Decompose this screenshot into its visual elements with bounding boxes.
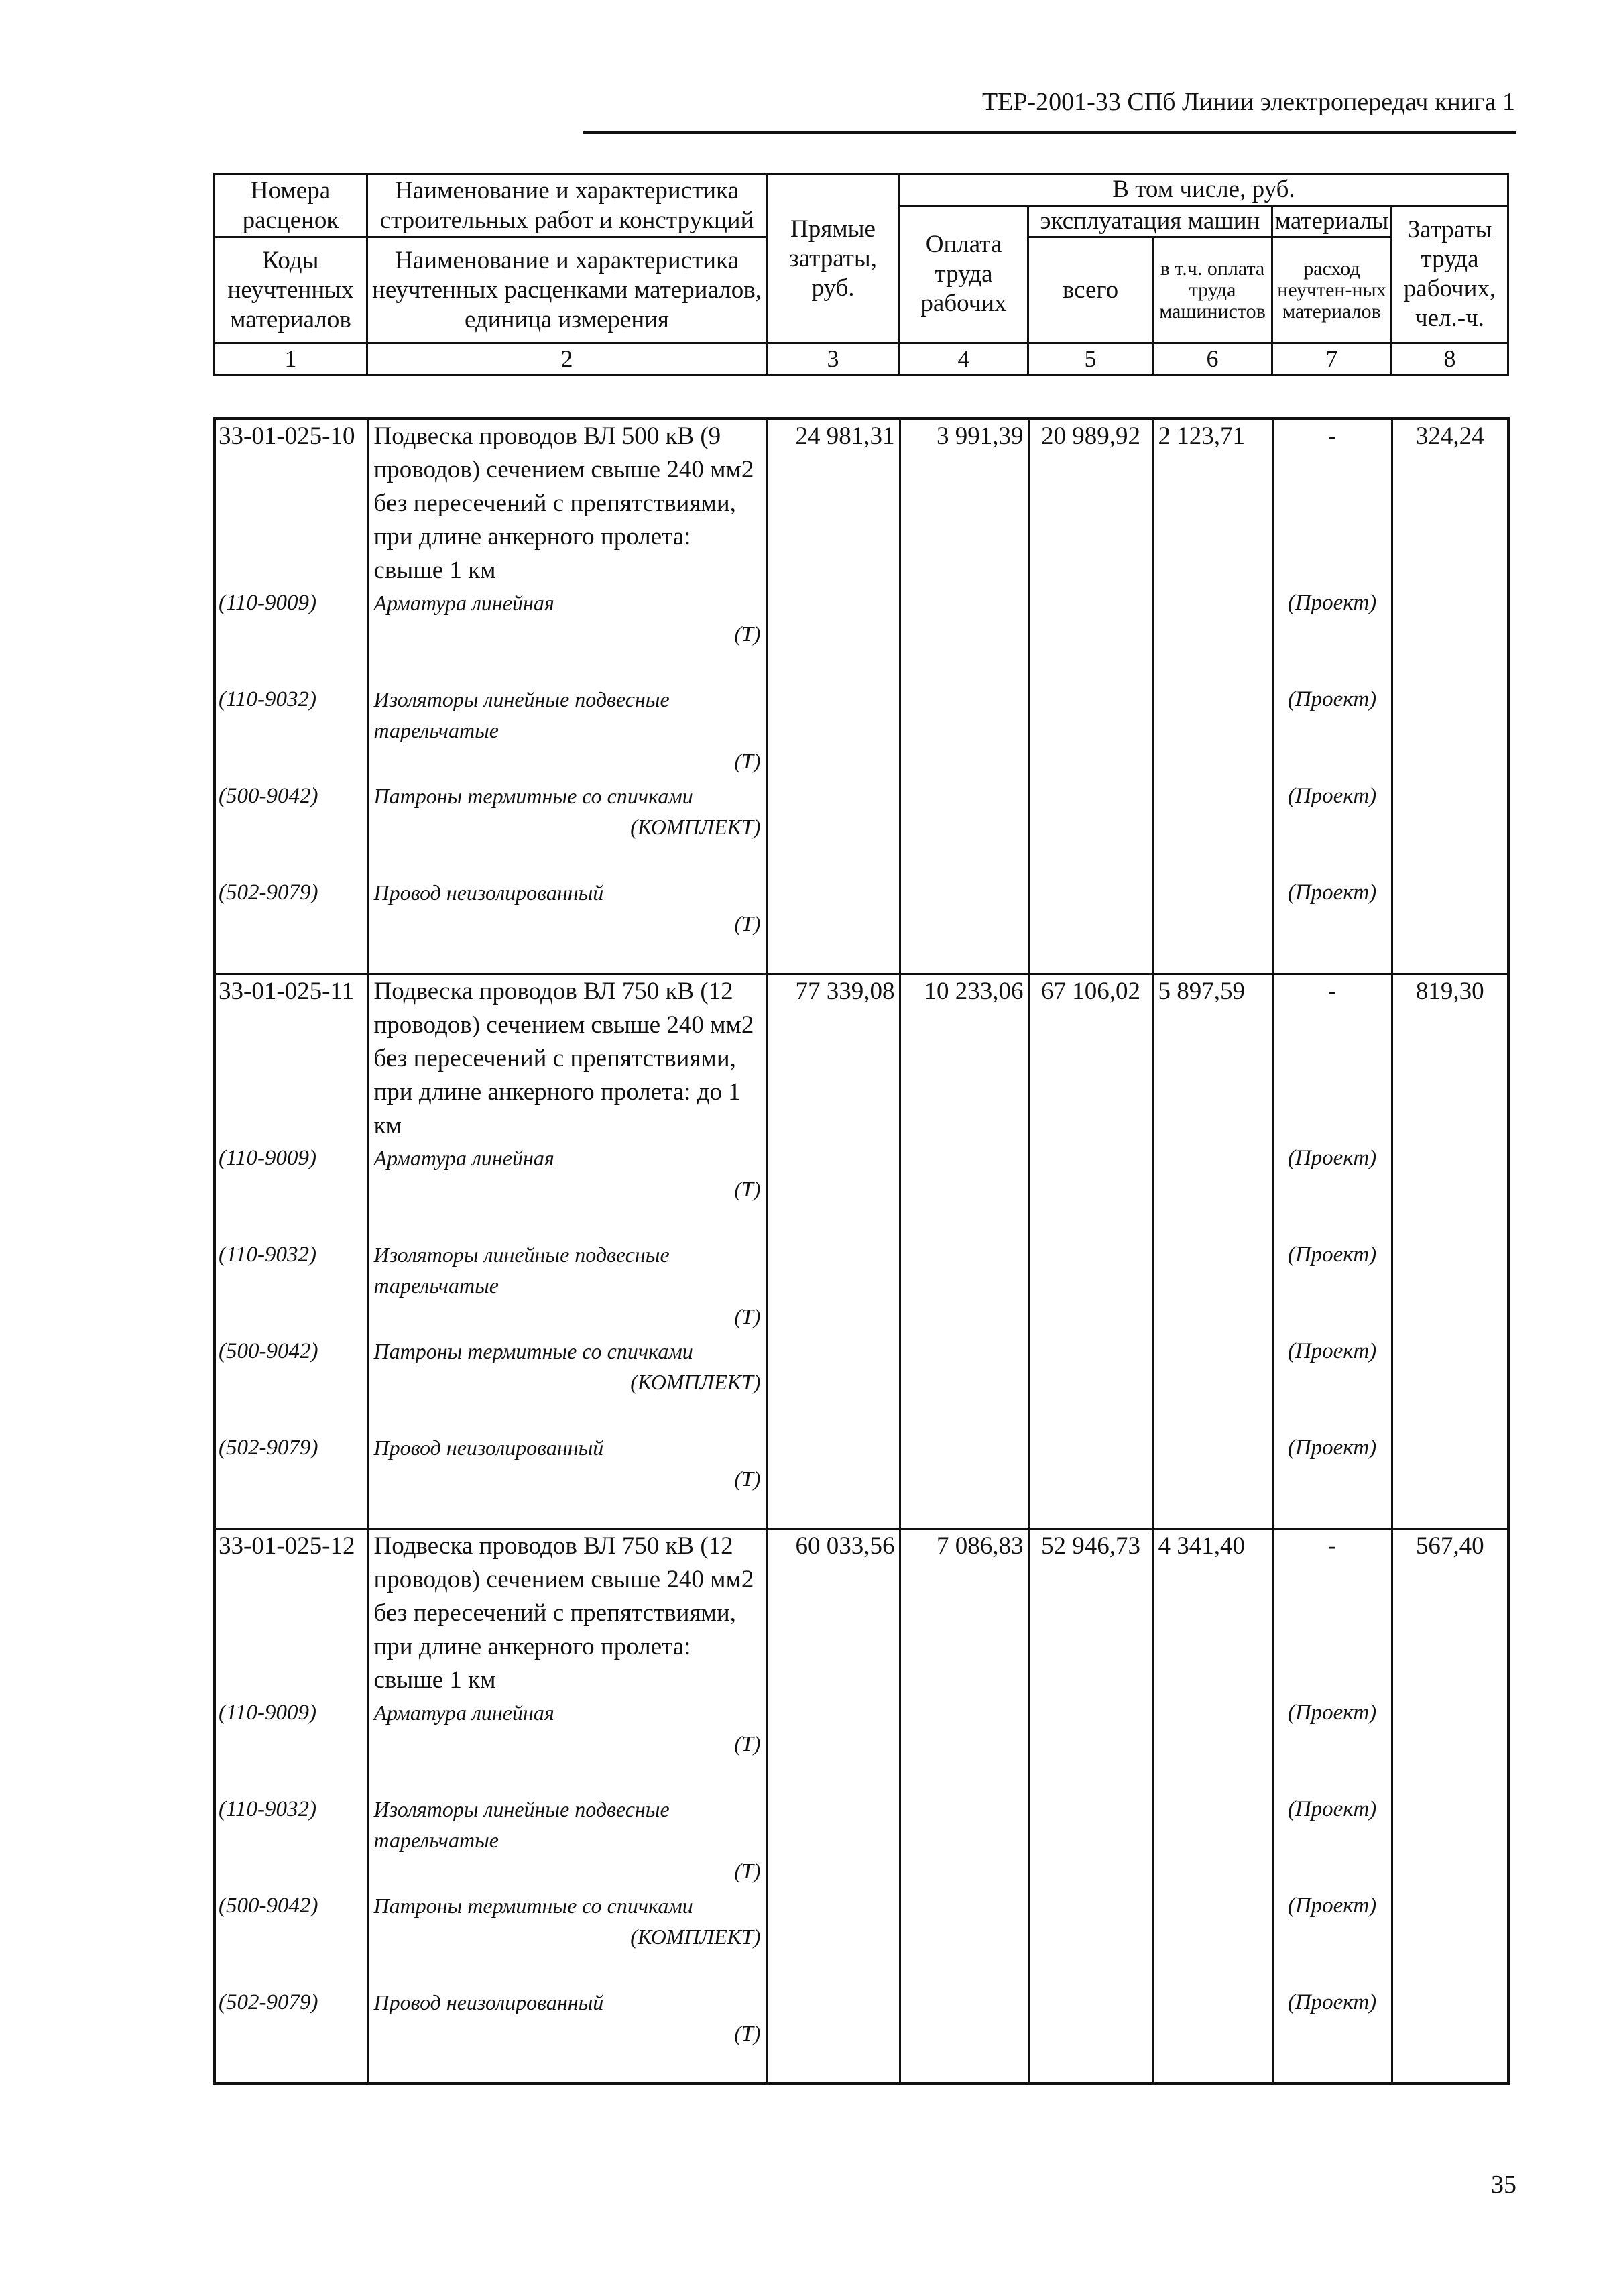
empty-cell — [767, 587, 900, 684]
material-value: (Проект) — [1272, 1432, 1392, 1529]
material-value: (Проект) — [1272, 781, 1392, 877]
machines-labor: 4 341,40 — [1153, 1529, 1272, 1698]
materials-consumption: - — [1272, 418, 1392, 587]
material-value: (Проект) — [1272, 1697, 1392, 1794]
empty-cell — [1028, 1432, 1153, 1529]
header-col1-bottom: Коды неучтенных материалов — [215, 237, 367, 343]
header-col6: в т.ч. оплата труда машинистов — [1153, 237, 1272, 343]
empty-cell — [1153, 1432, 1272, 1529]
labor-hours: 324,24 — [1392, 418, 1508, 587]
empty-cell — [1153, 1143, 1272, 1239]
empty-cell — [1153, 1890, 1272, 1987]
rates-table — [213, 417, 1510, 2085]
material-code: (110-9032) — [215, 1239, 367, 1336]
header-group: В том числе, руб. — [900, 174, 1508, 206]
rate-row — [215, 974, 1508, 1143]
header-rule — [583, 131, 1516, 134]
material-code: (500-9042) — [215, 781, 367, 877]
empty-cell — [1028, 1143, 1153, 1239]
machines-total: 20 989,92 — [1028, 418, 1153, 587]
material-name — [367, 877, 767, 974]
header-number: 4 — [900, 343, 1028, 375]
header-materials: материалы — [1272, 206, 1392, 237]
material-unit: (Т) — [734, 1859, 761, 1883]
material-code: (500-9042) — [215, 1336, 367, 1432]
rate-row — [215, 1529, 1508, 1698]
empty-cell — [1028, 1336, 1153, 1432]
empty-cell — [1028, 684, 1153, 781]
empty-cell — [900, 1987, 1028, 2083]
empty-cell — [1392, 877, 1508, 974]
empty-cell — [1392, 1239, 1508, 1336]
empty-cell — [1153, 1794, 1272, 1890]
material-row — [215, 781, 1508, 877]
material-name — [367, 1143, 767, 1239]
labor-hours: 819,30 — [1392, 974, 1508, 1143]
empty-cell — [900, 1432, 1028, 1529]
direct-costs: 24 981,31 — [767, 418, 900, 587]
empty-cell — [1392, 684, 1508, 781]
machines-labor: 5 897,59 — [1153, 974, 1272, 1143]
material-value: (Проект) — [1272, 684, 1392, 781]
header-number: 5 — [1028, 343, 1153, 375]
material-code: (110-9009) — [215, 1143, 367, 1239]
empty-cell — [900, 877, 1028, 974]
header-number: 3 — [767, 343, 900, 375]
rate-code: 33-01-025-11 — [215, 974, 367, 1143]
material-name-text: Провод неизолированный — [373, 1435, 604, 1460]
material-row — [215, 1890, 1508, 1987]
material-name-text: Провод неизолированный — [373, 1990, 604, 2014]
empty-cell — [1028, 877, 1153, 974]
machines-labor: 2 123,71 — [1153, 418, 1272, 587]
empty-cell — [1153, 684, 1272, 781]
rate-name: Подвеска проводов ВЛ 750 кВ (12 проводов) сечением свыше 240 мм2 без пересечений с препятствиями, при длине анкерного пролета: до 1 км — [367, 974, 767, 1143]
empty-cell — [1392, 1987, 1508, 2083]
header-col3: Прямые затраты, руб. — [767, 174, 900, 343]
empty-cell — [1028, 1987, 1153, 2083]
machines-total: 67 106,02 — [1028, 974, 1153, 1143]
header-number: 8 — [1392, 343, 1508, 375]
material-name-text: Изоляторы линейные подвесные тарельчатые — [373, 1242, 670, 1298]
labor-pay: 7 086,83 — [900, 1529, 1028, 1698]
empty-cell — [900, 684, 1028, 781]
empty-cell — [900, 587, 1028, 684]
material-name-text: Арматура линейная — [373, 1145, 554, 1170]
material-name-text: Арматура линейная — [373, 1701, 554, 1725]
material-code: (110-9009) — [215, 1697, 367, 1794]
material-name — [367, 1794, 767, 1890]
empty-cell — [900, 1794, 1028, 1890]
material-row — [215, 1987, 1508, 2083]
header-col5: всего — [1028, 237, 1153, 343]
material-name — [367, 1239, 767, 1336]
material-code: (110-9032) — [215, 684, 367, 781]
empty-cell — [900, 1239, 1028, 1336]
table-header — [213, 173, 1509, 376]
direct-costs: 60 033,56 — [767, 1529, 900, 1698]
material-name-text: Изоляторы линейные подвесные тарельчатые — [373, 687, 670, 742]
labor-pay: 10 233,06 — [900, 974, 1028, 1143]
header-col7: расход неучтен-ных материалов — [1272, 237, 1392, 343]
rate-code: 33-01-025-10 — [215, 418, 367, 587]
empty-cell — [1028, 1239, 1153, 1336]
empty-cell — [767, 1143, 900, 1239]
page-number: 35 — [1491, 2171, 1516, 2199]
empty-cell — [1153, 781, 1272, 877]
empty-cell — [1392, 587, 1508, 684]
labor-pay: 3 991,39 — [900, 418, 1028, 587]
empty-cell — [767, 1239, 900, 1336]
material-unit: (Т) — [734, 1304, 761, 1328]
header-number: 1 — [215, 343, 367, 375]
empty-cell — [1153, 1697, 1272, 1794]
material-name-text: Арматура линейная — [373, 591, 554, 615]
material-row — [215, 1336, 1508, 1432]
material-row — [215, 1432, 1508, 1529]
material-unit: (Т) — [734, 1176, 761, 1201]
empty-cell — [1392, 1336, 1508, 1432]
material-unit: (Т) — [734, 911, 761, 935]
material-name-text: Патроны термитные со спичками — [373, 784, 693, 808]
header-col4: Оплата труда рабочих — [900, 206, 1028, 343]
material-unit: (Т) — [734, 749, 761, 773]
material-row — [215, 1794, 1508, 1890]
empty-cell — [1028, 587, 1153, 684]
material-unit: (Т) — [734, 622, 761, 646]
material-unit: (Т) — [734, 2021, 761, 2045]
empty-cell — [900, 1697, 1028, 1794]
empty-cell — [1392, 1697, 1508, 1794]
material-name — [367, 1890, 767, 1987]
empty-cell — [767, 684, 900, 781]
rate-code: 33-01-025-12 — [215, 1529, 367, 1698]
material-name-text: Патроны термитные со спичками — [373, 1338, 693, 1363]
material-row — [215, 1697, 1508, 1794]
material-name — [367, 1432, 767, 1529]
material-code: (502-9079) — [215, 1987, 367, 2083]
material-row — [215, 877, 1508, 974]
empty-cell — [1028, 1697, 1153, 1794]
material-unit: (КОМПЛЕКТ) — [630, 1925, 761, 1949]
running-header: ТЕР-2001-33 СПб Линии электропередач книга 1 — [981, 88, 1515, 116]
materials-consumption: - — [1272, 1529, 1392, 1698]
header-number: 2 — [367, 343, 767, 375]
header-col1-top: Номера расценок — [215, 174, 367, 237]
material-name — [367, 1336, 767, 1432]
labor-hours: 567,40 — [1392, 1529, 1508, 1698]
material-value: (Проект) — [1272, 1987, 1392, 2083]
empty-cell — [767, 781, 900, 877]
empty-cell — [1392, 1794, 1508, 1890]
empty-cell — [900, 1890, 1028, 1987]
header-machines: эксплуатация машин — [1028, 206, 1272, 237]
material-unit: (Т) — [734, 1731, 761, 1756]
material-code: (500-9042) — [215, 1890, 367, 1987]
rate-row — [215, 418, 1508, 587]
material-row — [215, 1239, 1508, 1336]
material-unit: (КОМПЛЕКТ) — [630, 815, 761, 839]
material-row — [215, 1143, 1508, 1239]
header-number: 6 — [1153, 343, 1272, 375]
material-name — [367, 781, 767, 877]
material-unit: (Т) — [734, 1466, 761, 1491]
empty-cell — [1392, 1890, 1508, 1987]
empty-cell — [1153, 1239, 1272, 1336]
empty-cell — [900, 1143, 1028, 1239]
material-code: (502-9079) — [215, 877, 367, 974]
empty-cell — [1153, 587, 1272, 684]
header-col2-bottom: Наименование и характеристика неучтенных расценками материалов, единица измерения — [367, 237, 767, 343]
material-name — [367, 684, 767, 781]
material-code: (502-9079) — [215, 1432, 367, 1529]
material-name-text: Патроны термитные со спичками — [373, 1894, 693, 1918]
empty-cell — [900, 781, 1028, 877]
empty-cell — [1392, 1143, 1508, 1239]
empty-cell — [1028, 781, 1153, 877]
material-value: (Проект) — [1272, 1239, 1392, 1336]
empty-cell — [767, 877, 900, 974]
material-value: (Проект) — [1272, 1336, 1392, 1432]
empty-cell — [767, 1987, 900, 2083]
material-value: (Проект) — [1272, 1143, 1392, 1239]
material-name — [367, 1697, 767, 1794]
empty-cell — [1153, 1987, 1272, 2083]
materials-consumption: - — [1272, 974, 1392, 1143]
material-row — [215, 587, 1508, 684]
material-name-text: Изоляторы линейные подвесные тарельчатые — [373, 1797, 670, 1852]
empty-cell — [1153, 877, 1272, 974]
machines-total: 52 946,73 — [1028, 1529, 1153, 1698]
material-code: (110-9009) — [215, 587, 367, 684]
rate-name: Подвеска проводов ВЛ 500 кВ (9 проводов) сечением свыше 240 мм2 без пересечений с препятствиями, при длине анкерного пролета: свыше 1 км — [367, 418, 767, 587]
empty-cell — [1392, 1432, 1508, 1529]
rate-name: Подвеска проводов ВЛ 750 кВ (12 проводов) сечением свыше 240 мм2 без пересечений с препятствиями, при длине анкерного пролета: свыше 1 км — [367, 1529, 767, 1698]
material-name — [367, 587, 767, 684]
empty-cell — [767, 1336, 900, 1432]
material-code: (110-9032) — [215, 1794, 367, 1890]
material-row — [215, 684, 1508, 781]
material-value: (Проект) — [1272, 587, 1392, 684]
material-unit: (КОМПЛЕКТ) — [630, 1369, 761, 1394]
empty-cell — [1153, 1336, 1272, 1432]
material-name — [367, 1987, 767, 2083]
empty-cell — [1028, 1890, 1153, 1987]
empty-cell — [1392, 781, 1508, 877]
header-col8-cell: Затраты труда рабочих, чел.-ч. — [1392, 206, 1508, 343]
material-value: (Проект) — [1272, 877, 1392, 974]
header-col2-top: Наименование и характеристика строительных работ и конструкций — [367, 174, 767, 237]
material-value: (Проект) — [1272, 1890, 1392, 1987]
header-number: 7 — [1272, 343, 1392, 375]
direct-costs: 77 339,08 — [767, 974, 900, 1143]
empty-cell — [900, 1336, 1028, 1432]
empty-cell — [1028, 1794, 1153, 1890]
empty-cell — [767, 1432, 900, 1529]
empty-cell — [767, 1890, 900, 1987]
material-name-text: Провод неизолированный — [373, 880, 604, 905]
material-value: (Проект) — [1272, 1794, 1392, 1890]
empty-cell — [767, 1794, 900, 1890]
empty-cell — [767, 1697, 900, 1794]
